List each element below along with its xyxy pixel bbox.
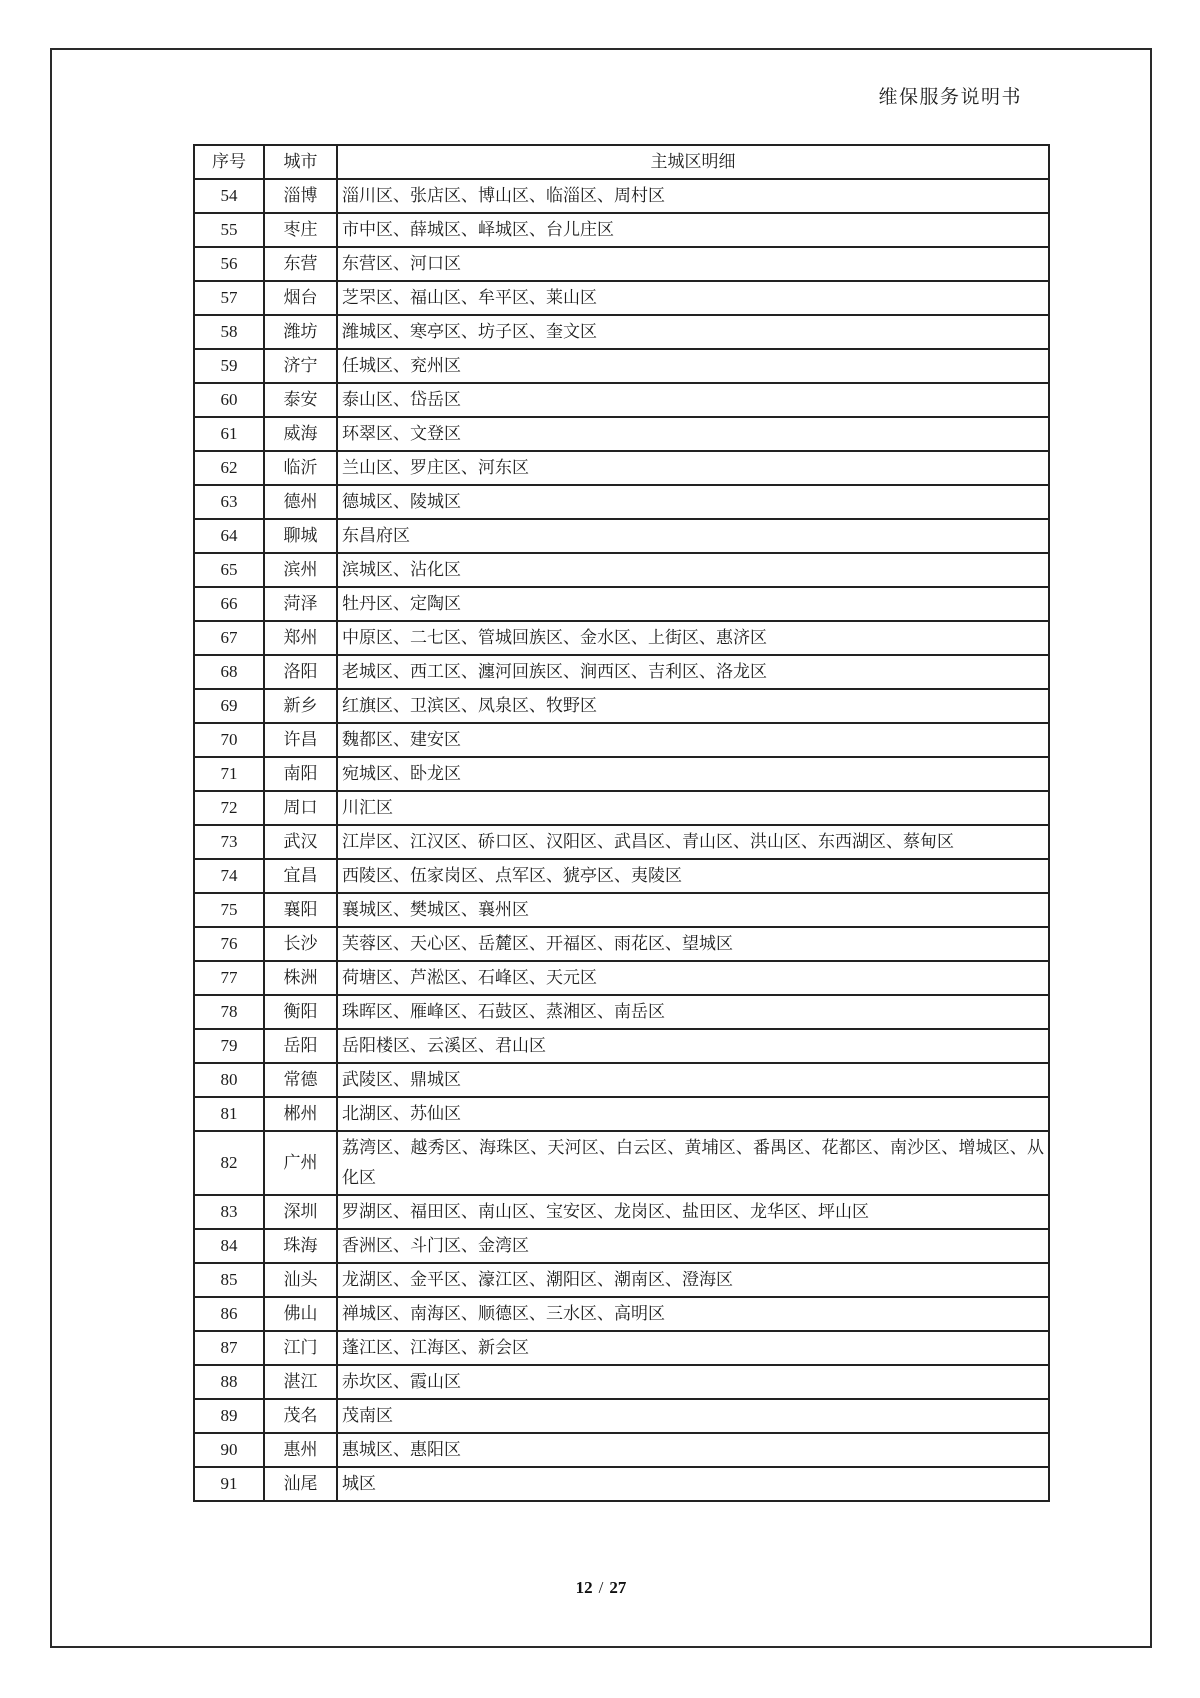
seq-cell: 67 [194, 621, 264, 655]
city-cell: 枣庄 [264, 213, 337, 247]
districts-cell: 荔湾区、越秀区、海珠区、天河区、白云区、黄埔区、番禺区、花都区、南沙区、增城区、从化区 [337, 1131, 1049, 1195]
city-cell: 临沂 [264, 451, 337, 485]
seq-cell: 66 [194, 587, 264, 621]
city-cell: 汕尾 [264, 1467, 337, 1501]
city-cell: 许昌 [264, 723, 337, 757]
table-row [194, 655, 1049, 689]
table-row [194, 927, 1049, 961]
city-cell: 襄阳 [264, 893, 337, 927]
districts-cell: 西陵区、伍家岗区、点军区、猇亭区、夷陵区 [337, 859, 1049, 893]
table-row [194, 791, 1049, 825]
table-row [194, 621, 1049, 655]
seq-cell: 71 [194, 757, 264, 791]
table-row [194, 961, 1049, 995]
city-cell: 衡阳 [264, 995, 337, 1029]
districts-cell: 环翠区、文登区 [337, 417, 1049, 451]
city-cell: 潍坊 [264, 315, 337, 349]
seq-cell: 82 [194, 1131, 264, 1195]
districts-cell: 东营区、河口区 [337, 247, 1049, 281]
col-header-city: 城市 [264, 145, 337, 179]
seq-cell: 83 [194, 1195, 264, 1229]
districts-cell: 芙蓉区、天心区、岳麓区、开福区、雨花区、望城区 [337, 927, 1049, 961]
districts-cell: 蓬江区、江海区、新会区 [337, 1331, 1049, 1365]
table-row [194, 1195, 1049, 1229]
districts-cell: 潍城区、寒亭区、坊子区、奎文区 [337, 315, 1049, 349]
table-row [194, 1131, 1049, 1195]
districts-cell: 泰山区、岱岳区 [337, 383, 1049, 417]
districts-cell: 淄川区、张店区、博山区、临淄区、周村区 [337, 179, 1049, 213]
seq-cell: 79 [194, 1029, 264, 1063]
districts-cell: 任城区、兖州区 [337, 349, 1049, 383]
districts-cell: 罗湖区、福田区、南山区、宝安区、龙岗区、盐田区、龙华区、坪山区 [337, 1195, 1049, 1229]
city-cell: 武汉 [264, 825, 337, 859]
districts-cell: 武陵区、鼎城区 [337, 1063, 1049, 1097]
city-cell: 洛阳 [264, 655, 337, 689]
table-row [194, 587, 1049, 621]
table-row [194, 689, 1049, 723]
footer-total-pages: 27 [609, 1578, 627, 1597]
table-row [194, 757, 1049, 791]
districts-cell: 茂南区 [337, 1399, 1049, 1433]
table-row [194, 1297, 1049, 1331]
seq-cell: 76 [194, 927, 264, 961]
districts-cell: 东昌府区 [337, 519, 1049, 553]
seq-cell: 89 [194, 1399, 264, 1433]
table-row [194, 1467, 1049, 1501]
seq-cell: 68 [194, 655, 264, 689]
table-row [194, 247, 1049, 281]
districts-cell: 岳阳楼区、云溪区、君山区 [337, 1029, 1049, 1063]
city-cell: 惠州 [264, 1433, 337, 1467]
city-cell: 烟台 [264, 281, 337, 315]
districts-table [193, 144, 1050, 1502]
seq-cell: 77 [194, 961, 264, 995]
districts-cell: 城区 [337, 1467, 1049, 1501]
table-row [194, 451, 1049, 485]
districts-cell: 魏都区、建安区 [337, 723, 1049, 757]
seq-cell: 63 [194, 485, 264, 519]
table-row [194, 417, 1049, 451]
city-cell: 菏泽 [264, 587, 337, 621]
seq-cell: 86 [194, 1297, 264, 1331]
districts-cell: 滨城区、沾化区 [337, 553, 1049, 587]
seq-cell: 73 [194, 825, 264, 859]
city-cell: 滨州 [264, 553, 337, 587]
table-row [194, 1097, 1049, 1131]
city-cell: 德州 [264, 485, 337, 519]
city-cell: 广州 [264, 1131, 337, 1195]
table-row [194, 179, 1049, 213]
districts-cell: 香洲区、斗门区、金湾区 [337, 1229, 1049, 1263]
city-cell: 泰安 [264, 383, 337, 417]
seq-cell: 54 [194, 179, 264, 213]
document-title: 维保服务说明书 [878, 87, 1022, 108]
districts-cell: 兰山区、罗庄区、河东区 [337, 451, 1049, 485]
table-row [194, 485, 1049, 519]
col-header-seq: 序号 [194, 145, 264, 179]
table-row [194, 1029, 1049, 1063]
city-cell: 聊城 [264, 519, 337, 553]
districts-cell: 江岸区、江汉区、硚口区、汉阳区、武昌区、青山区、洪山区、东西湖区、蔡甸区 [337, 825, 1049, 859]
page-border-frame [50, 48, 1152, 1648]
table-row [194, 281, 1049, 315]
city-cell: 湛江 [264, 1365, 337, 1399]
table-row [194, 995, 1049, 1029]
seq-cell: 75 [194, 893, 264, 927]
districts-cell: 老城区、西工区、瀍河回族区、涧西区、吉利区、洛龙区 [337, 655, 1049, 689]
city-cell: 岳阳 [264, 1029, 337, 1063]
city-cell: 长沙 [264, 927, 337, 961]
districts-cell: 中原区、二七区、管城回族区、金水区、上街区、惠济区 [337, 621, 1049, 655]
city-cell: 佛山 [264, 1297, 337, 1331]
table-row [194, 825, 1049, 859]
seq-cell: 70 [194, 723, 264, 757]
table-row [194, 383, 1049, 417]
table-row [194, 1433, 1049, 1467]
seq-cell: 57 [194, 281, 264, 315]
col-header-districts: 主城区明细 [337, 145, 1049, 179]
table-row [194, 1063, 1049, 1097]
city-cell: 东营 [264, 247, 337, 281]
districts-cell: 荷塘区、芦淞区、石峰区、天元区 [337, 961, 1049, 995]
city-cell: 株洲 [264, 961, 337, 995]
seq-cell: 56 [194, 247, 264, 281]
districts-cell: 德城区、陵城区 [337, 485, 1049, 519]
districts-cell: 牡丹区、定陶区 [337, 587, 1049, 621]
districts-cell: 川汇区 [337, 791, 1049, 825]
city-cell: 汕头 [264, 1263, 337, 1297]
table-row [194, 315, 1049, 349]
districts-cell: 襄城区、樊城区、襄州区 [337, 893, 1049, 927]
city-cell: 珠海 [264, 1229, 337, 1263]
city-cell: 深圳 [264, 1195, 337, 1229]
seq-cell: 87 [194, 1331, 264, 1365]
page-footer [52, 1578, 1150, 1598]
footer-separator: / [598, 1578, 604, 1597]
districts-cell: 珠晖区、雁峰区、石鼓区、蒸湘区、南岳区 [337, 995, 1049, 1029]
table-row [194, 553, 1049, 587]
districts-cell: 宛城区、卧龙区 [337, 757, 1049, 791]
seq-cell: 91 [194, 1467, 264, 1501]
city-cell: 茂名 [264, 1399, 337, 1433]
footer-page-number: 12 [575, 1578, 593, 1597]
document-header [52, 82, 1022, 109]
city-cell: 新乡 [264, 689, 337, 723]
table-header-row [194, 145, 1049, 179]
seq-cell: 58 [194, 315, 264, 349]
districts-cell: 北湖区、苏仙区 [337, 1097, 1049, 1131]
city-cell: 周口 [264, 791, 337, 825]
city-cell: 济宁 [264, 349, 337, 383]
seq-cell: 80 [194, 1063, 264, 1097]
table-row [194, 1229, 1049, 1263]
seq-cell: 64 [194, 519, 264, 553]
districts-cell: 龙湖区、金平区、濠江区、潮阳区、潮南区、澄海区 [337, 1263, 1049, 1297]
table-row [194, 349, 1049, 383]
seq-cell: 62 [194, 451, 264, 485]
districts-cell: 赤坎区、霞山区 [337, 1365, 1049, 1399]
table-row [194, 519, 1049, 553]
seq-cell: 69 [194, 689, 264, 723]
table-row [194, 213, 1049, 247]
seq-cell: 59 [194, 349, 264, 383]
city-cell: 宜昌 [264, 859, 337, 893]
seq-cell: 55 [194, 213, 264, 247]
seq-cell: 88 [194, 1365, 264, 1399]
districts-cell: 惠城区、惠阳区 [337, 1433, 1049, 1467]
seq-cell: 72 [194, 791, 264, 825]
table-row [194, 723, 1049, 757]
districts-cell: 芝罘区、福山区、牟平区、莱山区 [337, 281, 1049, 315]
city-cell: 常德 [264, 1063, 337, 1097]
table-row [194, 1331, 1049, 1365]
districts-cell: 红旗区、卫滨区、凤泉区、牧野区 [337, 689, 1049, 723]
seq-cell: 60 [194, 383, 264, 417]
table-row [194, 1399, 1049, 1433]
table-row [194, 859, 1049, 893]
seq-cell: 90 [194, 1433, 264, 1467]
city-cell: 江门 [264, 1331, 337, 1365]
table-row [194, 1365, 1049, 1399]
seq-cell: 81 [194, 1097, 264, 1131]
seq-cell: 78 [194, 995, 264, 1029]
table-row [194, 1263, 1049, 1297]
districts-cell: 市中区、薛城区、峄城区、台儿庄区 [337, 213, 1049, 247]
seq-cell: 84 [194, 1229, 264, 1263]
seq-cell: 61 [194, 417, 264, 451]
city-cell: 郴州 [264, 1097, 337, 1131]
city-cell: 威海 [264, 417, 337, 451]
seq-cell: 85 [194, 1263, 264, 1297]
city-cell: 淄博 [264, 179, 337, 213]
districts-cell: 禅城区、南海区、顺德区、三水区、高明区 [337, 1297, 1049, 1331]
seq-cell: 74 [194, 859, 264, 893]
city-cell: 南阳 [264, 757, 337, 791]
table-row [194, 893, 1049, 927]
city-cell: 郑州 [264, 621, 337, 655]
seq-cell: 65 [194, 553, 264, 587]
